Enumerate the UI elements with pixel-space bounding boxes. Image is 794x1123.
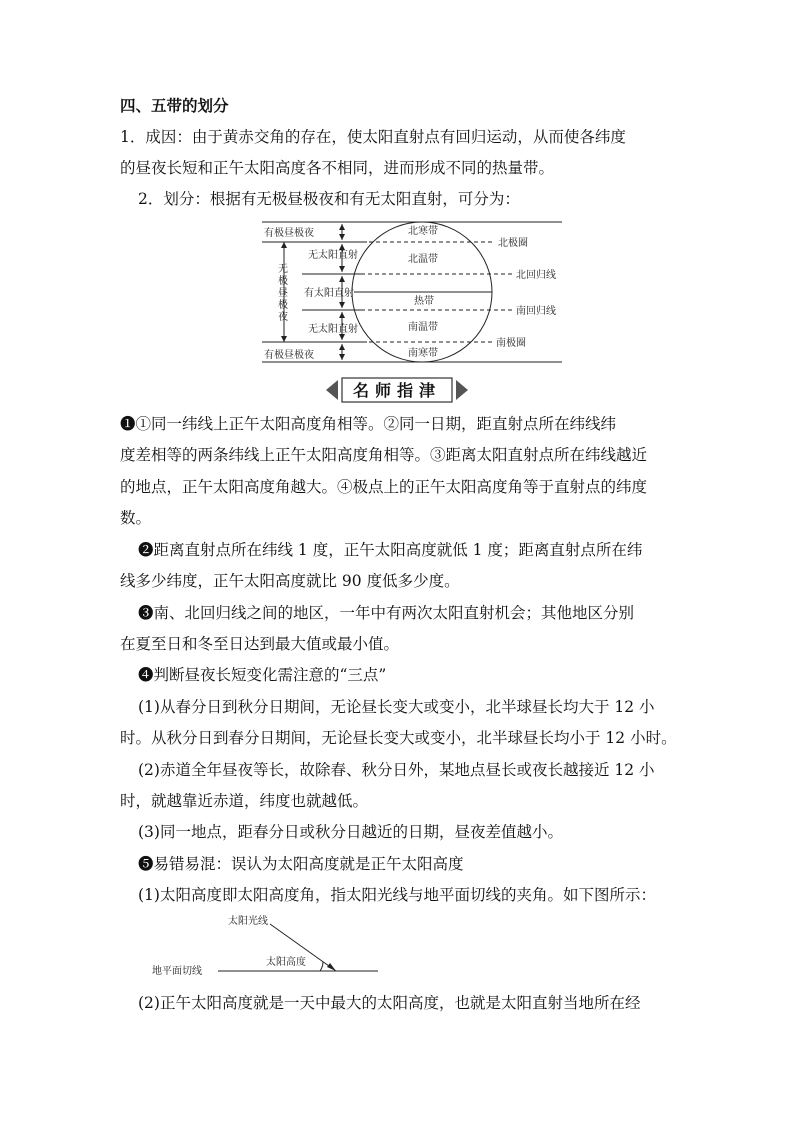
- label-no-sun-bottom: 无太阳直射: [308, 324, 358, 335]
- zone-south-temperate: 南温带: [408, 322, 438, 333]
- note-5-2: (2)正午太阳高度就是一天中最大的太阳高度，也就是太阳直射当地所在经: [138, 994, 641, 1012]
- sun-altitude-figure: [150, 912, 390, 982]
- zone-tropical: 热带: [414, 296, 434, 307]
- zone-north-frigid: 北寒带: [408, 226, 438, 237]
- note-2-line-1: ❷距离直射点所在纬线 1 度，正午太阳高度就低 1 度；距离直射点所在纬: [138, 541, 643, 559]
- note-3-line-2: 在夏至日和冬至日达到最大值或最小值。: [120, 635, 400, 653]
- note-4-2-line-1: (2)赤道全年昼夜等长，故除春、秋分日外，某地点昼长或夜长越接近 12 小: [138, 761, 655, 779]
- sun-angle-label: 太阳高度: [266, 957, 306, 968]
- tropic-capricorn-label: 南回归线: [516, 306, 556, 317]
- note-1-line-3: 的地点，正午太阳高度角越大。④极点上的正午太阳高度角等于直射点的纬度: [120, 478, 648, 496]
- note-5-title: ❺易错易混：误认为太阳高度就是正午太阳高度: [138, 855, 464, 873]
- paragraph-cause-2: 的昼夜长短和正午太阳高度各不相同，进而形成不同的热量带。: [120, 159, 555, 177]
- label-vertical-3: 昼: [278, 288, 288, 299]
- tangent-label: 地平面切线: [152, 966, 202, 977]
- label-vertical-4: 极: [278, 300, 288, 311]
- banner-left-arrow-icon: [326, 380, 338, 400]
- sun-ray-label: 太阳光线: [228, 916, 268, 927]
- note-4-1-line-2: 时。从秋分日到春分日期间，无论昼长变大或变小，北半球昼长均小于 12 小时。: [120, 729, 677, 747]
- label-vertical-2: 极: [278, 276, 288, 287]
- tropic-cancer-label: 北回归线: [516, 270, 556, 281]
- label-vertical-1: 无: [278, 264, 288, 275]
- five-zones-diagram: [262, 218, 572, 366]
- note-1-line-2: 度差相等的两条纬线上正午太阳高度角相等。③距离太阳直射点所在纬线越近: [120, 446, 648, 464]
- arctic-circle-label: 北极圈: [498, 238, 528, 249]
- zone-north-temperate: 北温带: [408, 254, 438, 265]
- paragraph-division: 2．划分：根据有无极昼极夜和有无太阳直射，可分为：: [138, 190, 520, 208]
- note-3-line-1: ❸南、北回归线之间的地区，一年中有两次太阳直射机会；其他地区分别: [138, 604, 635, 622]
- note-5-1: (1)太阳高度即太阳高度角，指太阳光线与地平面切线的夹角。如下图所示：: [138, 886, 656, 904]
- banner-teacher-tips: [322, 376, 472, 404]
- label-no-sun-top: 无太阳直射: [308, 250, 358, 261]
- banner-text: 名师指津: [352, 381, 442, 400]
- label-left-bottom: 有极昼极夜: [264, 350, 314, 361]
- note-4-3: (3)同一地点，距春分日或秋分日越近的日期，昼夜差值越小。: [138, 823, 563, 841]
- note-4-1-line-1: (1)从春分日到秋分日期间，无论昼长变大或变小，北半球昼长均大于 12 小: [138, 698, 655, 716]
- antarctic-circle-label: 南极圈: [496, 338, 526, 349]
- banner-right-arrow-icon: [456, 380, 468, 400]
- label-left-top: 有极昼极夜: [264, 228, 314, 239]
- label-sun: 有太阳直射: [304, 288, 354, 299]
- note-4-title: ❹判断昼夜长短变化需注意的“三点”: [138, 666, 387, 684]
- section-title: 四、五带的划分: [120, 96, 229, 115]
- note-4-2-line-2: 时，就越靠近赤道，纬度也就越低。: [120, 792, 369, 810]
- note-1-line-4: 数。: [120, 509, 152, 527]
- label-vertical-5: 夜: [278, 312, 288, 323]
- note-1-line-1: ❶①同一纬线上正午太阳高度角相等。②同一日期，距直射点所在纬线纬: [120, 415, 617, 433]
- paragraph-cause-1: 1．成因：由于黄赤交角的存在，使太阳直射点有回归运动，从而使各纬度: [120, 128, 626, 146]
- zone-south-frigid: 南寒带: [408, 348, 438, 359]
- note-2-line-2: 线多少纬度，正午太阳高度就比 90 度低多少度。: [120, 572, 460, 590]
